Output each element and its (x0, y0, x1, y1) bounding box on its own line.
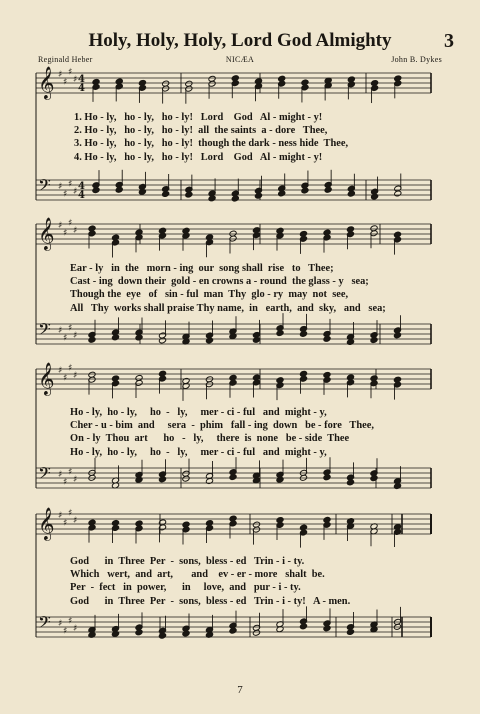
sharp-icon: ♯ (63, 518, 68, 529)
sharp-icon: ♯ (63, 333, 68, 344)
music-credit: John B. Dykes (391, 55, 442, 64)
sharp-icon: ♯ (63, 626, 68, 637)
treble-clef-icon: 𝄞 (38, 507, 55, 540)
time-signature: 4 (78, 74, 85, 85)
sharp-icon: ♯ (63, 189, 68, 200)
sharp-icon: ♯ (63, 77, 68, 88)
words-credit: Reginald Heber (38, 55, 93, 64)
lyric-line: God in Three Per - sons, bless - ed Trin - i - ty. (70, 556, 305, 567)
lyric-line: On - ly Thou art ho - ly, there is none be - side Thee (70, 433, 350, 445)
sharp-icon: ♯ (58, 511, 63, 521)
lyric-line: Ho - ly, ho - ly, ho - ly, mer - ci - ful and might - y, (70, 407, 327, 418)
sharp-icon: ♯ (68, 616, 73, 627)
sharp-icon: ♯ (73, 331, 78, 341)
lyrics-system-2 (70, 262, 440, 315)
sharp-icon: ♯ (73, 75, 78, 85)
time-signature: 4 (78, 181, 85, 192)
page-number: 7 (237, 684, 243, 696)
lyrics-system-3 (70, 406, 440, 459)
hymn-title: Holy, Holy, Holy, Lord God Almighty (88, 30, 392, 51)
sharp-icon: ♯ (68, 67, 73, 78)
sharp-icon: ♯ (63, 228, 68, 239)
sharp-icon: ♯ (63, 477, 68, 488)
sharp-icon: ♯ (68, 179, 73, 190)
sharp-icon: ♯ (58, 366, 63, 376)
lyric-line: 1. Ho - ly, ho - ly, ho - ly! Lord God Al - might - y! (74, 112, 323, 123)
sharp-icon: ♯ (58, 182, 63, 192)
lyric-line: Per - fect in power, in love, and pur - i - ty. (70, 582, 301, 594)
lyric-line: 2. Ho - ly, ho - ly, ho - ly! all the saints a - dore Thee, (74, 125, 328, 137)
sharp-icon: ♯ (73, 516, 78, 526)
lyric-line: Ho - ly, ho - ly, ho - ly, mer - ci - ful and might - y, (70, 446, 327, 458)
sharp-icon: ♯ (73, 624, 78, 634)
bass-clef-icon: 𝄢 (38, 612, 51, 636)
sharp-icon: ♯ (63, 373, 68, 384)
sharp-icon: ♯ (58, 470, 63, 480)
time-signature: 4 (78, 190, 85, 201)
lyric-line: 3. Ho - ly, ho - ly, ho - ly! though the dark - ness hide Thee, (74, 138, 349, 150)
lyrics-system-4 (70, 555, 440, 608)
lyrics-system-1 (74, 111, 444, 164)
bass-clef-icon: 𝄢 (38, 319, 51, 343)
lyric-line: Though the eye of sin - ful man Thy glo - ry may not see, (70, 289, 349, 301)
hymn-number: 3 (444, 30, 454, 52)
sharp-icon: ♯ (58, 221, 63, 231)
bass-clef-icon: 𝄢 (38, 175, 51, 199)
treble-clef-icon: 𝄞 (38, 362, 55, 395)
lyric-line: All Thy works shall praise Thy name, in earth, and sky, and sea; (70, 302, 386, 314)
lyric-line: Cast - ing down their gold - en crowns a - round the glass - y sea; (70, 276, 369, 288)
lyric-line: Cher - u - bim and sera - phim fall - ing down be - fore Thee, (70, 420, 374, 432)
time-signature: 4 (78, 83, 85, 94)
sharp-icon: ♯ (68, 323, 73, 334)
treble-clef-icon: 𝄞 (38, 66, 55, 99)
lyric-line: Ear - ly in the morn - ing our song shall rise to Thee; (70, 263, 334, 274)
sharp-icon: ♯ (73, 187, 78, 197)
treble-clef-icon: 𝄞 (38, 217, 55, 250)
sharp-icon: ♯ (73, 371, 78, 381)
sharp-icon: ♯ (58, 619, 63, 629)
sharp-icon: ♯ (68, 363, 73, 374)
tune-name: NICÆA (225, 55, 255, 64)
sharp-icon: ♯ (68, 218, 73, 229)
sharp-icon: ♯ (73, 226, 78, 236)
lyric-line: Which wert, and art, and ev - er - more shalt be. (70, 569, 325, 581)
sharp-icon: ♯ (58, 70, 63, 80)
sharp-icon: ♯ (68, 467, 73, 478)
sharp-icon: ♯ (73, 475, 78, 485)
sharp-icon: ♯ (58, 326, 63, 336)
sharp-icon: ♯ (68, 508, 73, 519)
lyric-line: 4. Ho - ly, ho - ly, ho - ly! Lord God Al - might - y! (74, 151, 323, 163)
lyric-line: God in Three Per - sons, bless - ed Trin - i - ty! A - men. (70, 595, 351, 607)
bass-clef-icon: 𝄢 (38, 463, 51, 487)
